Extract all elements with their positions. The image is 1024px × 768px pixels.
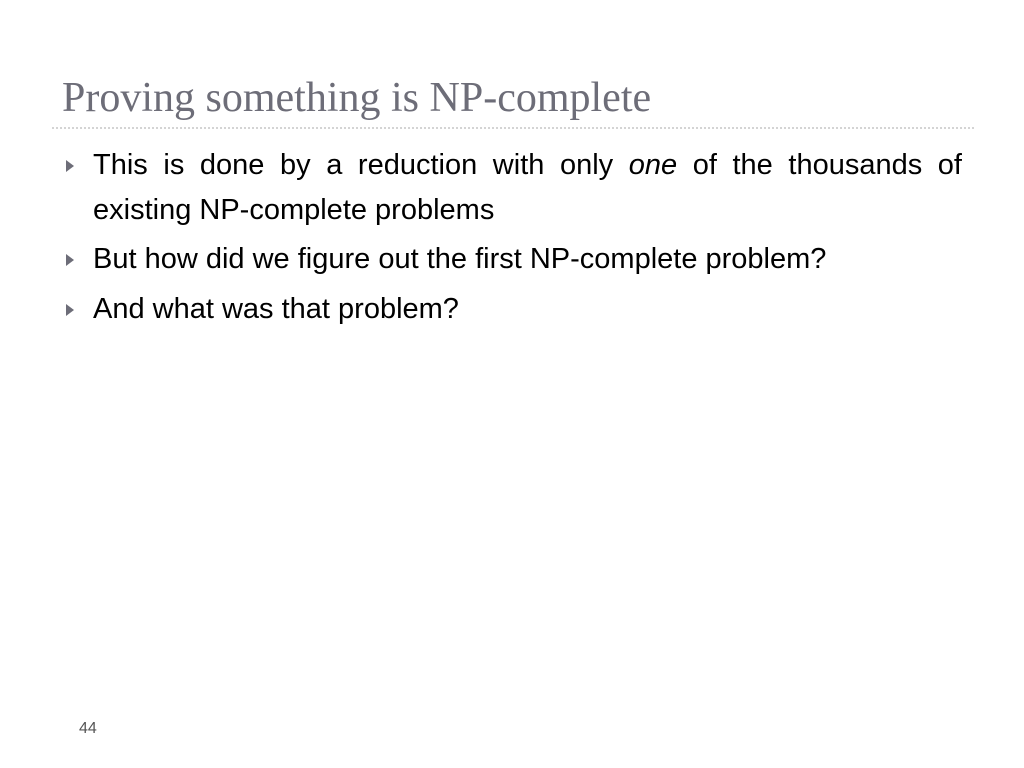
bullet-3-text: And what was that problem? — [93, 292, 459, 325]
title-divider — [52, 127, 974, 129]
bullet-list — [62, 143, 962, 336]
bullet-1-text-before: This is done by a reduction with only — [93, 149, 629, 181]
bullet-item-2 — [62, 237, 962, 282]
slide-title: Proving something is NP-complete — [62, 75, 652, 121]
bullet-item-1 — [62, 143, 962, 232]
bullet-2-text: But how did we figure out the first NP-complete problem? — [93, 243, 827, 275]
bullet-1-emphasis: one — [628, 149, 678, 181]
bullet-item-3 — [62, 287, 962, 332]
bullet-1-text-after: of the thousands of existing NP-complete problems — [93, 149, 962, 226]
triangle-right-icon — [66, 304, 74, 316]
triangle-right-icon — [66, 254, 74, 266]
page-number: 44 — [79, 720, 97, 737]
triangle-right-icon — [66, 160, 74, 172]
